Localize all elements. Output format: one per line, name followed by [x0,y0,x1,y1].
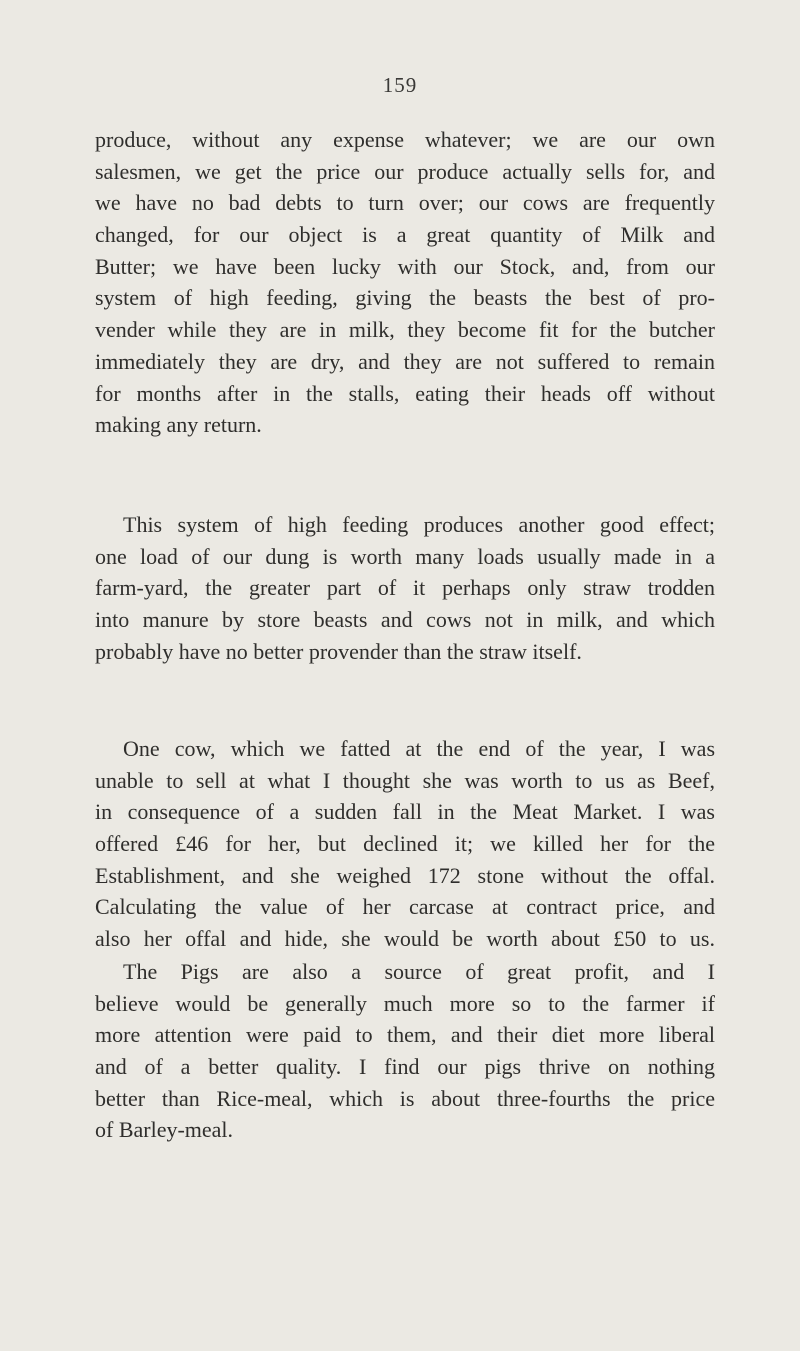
text-line: and of a better quality. I find our pigs thrive on nothing [95,1054,715,1080]
text-line: believe would be generally much more so to the farmer if [95,990,715,1016]
text-line: for months after in the stalls, eating their heads off without [95,380,715,406]
text-line: changed, for our object is a great quantity of Milk and [95,222,715,248]
text-line: unable to sell at what I thought she was worth to us as Beef, [95,767,715,793]
text-line: also her offal and hide, she would be worth about £50 to us. [95,926,715,952]
text-line: one load of our dung is worth many loads usually made in a [95,543,715,569]
text-line: of Barley-meal. [95,1117,234,1143]
text-line: farm-yard, the greater part of it perhaps only straw trodden [95,575,715,601]
text-line: more attention were paid to them, and their diet more liberal [95,1022,715,1048]
text-line: Establishment, and she weighed 172 stone without the offal. [95,862,715,888]
text-line: Butter; we have been lucky with our Stock, and, from our [95,253,715,279]
text-line: in consequence of a sudden fall in the Meat Market. I was [95,799,715,825]
paragraph-pigs [95,956,715,1146]
text-line: probably have no better provender than the straw itself. [95,638,582,664]
text-line: salesmen, we get the price our produce actually sells for, and [95,158,715,184]
paragraph-high-feeding [95,509,715,667]
paragraph-cow-sale [95,733,715,955]
paragraph-dairy-management [95,124,715,441]
text-line: into manure by store beasts and cows not in milk, and which [95,607,715,633]
text-line: The Pigs are also a source of great profit, and I [123,959,715,984]
text-line: better than Rice-meal, which is about three-fourths the price [95,1085,715,1111]
text-line: This system of high feeding produces another good effect; [123,512,715,537]
text-line: vender while they are in milk, they become fit for the butcher [95,317,715,343]
text-line: system of high feeding, giving the beasts the best of pro- [95,285,715,311]
text-line: we have no bad debts to turn over; our cows are frequently [95,190,715,216]
text-line: making any return. [95,412,262,438]
text-line: Calculating the value of her carcase at contract price, and [95,894,715,920]
text-line: offered £46 for her, but declined it; we killed her for the [95,831,715,857]
text-line: produce, without any expense whatever; we are our own [95,127,715,152]
text-line: immediately they are dry, and they are not suffered to remain [95,348,715,374]
text-line: One cow, which we fatted at the end of the year, I was [123,736,715,761]
page-number: 159 [382,73,418,97]
